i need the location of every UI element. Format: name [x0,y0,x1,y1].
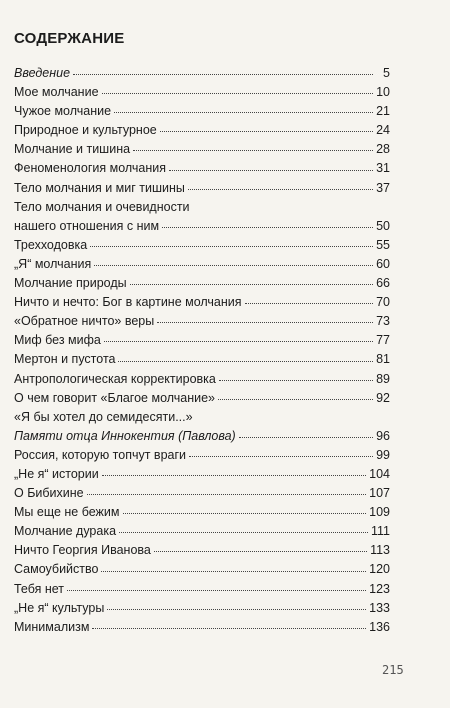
toc-entry-page: 28 [376,142,390,157]
toc-entry-page: 99 [376,447,390,462]
toc-entry-row [14,274,390,293]
toc-entry [14,370,390,389]
dot-leader [123,512,367,514]
dot-leader [90,245,373,247]
toc-entry [14,389,390,408]
toc-entry-title: Минимализм [14,619,90,634]
dot-leader [154,550,367,552]
toc-entry-page: 81 [376,352,390,367]
dot-leader [67,589,366,591]
toc-entry-title: Мы еще не бежим [14,505,120,520]
toc-entry-row [14,484,390,503]
dot-leader [119,531,368,533]
toc-entry-title: Трехходовка [14,237,88,252]
toc-entry-title: Мертон и пустота [14,352,116,367]
toc-entry-title: Феноменология молчания [14,161,167,176]
dot-leader [133,149,373,151]
table-of-contents [14,64,390,637]
dot-leader [239,436,373,438]
toc-entry [14,331,390,350]
toc-entry-page: 109 [369,505,390,520]
toc-entry [14,580,390,599]
dot-leader [94,264,373,266]
toc-entry [14,560,390,579]
toc-entry-title: Тело молчания и очевидности [14,199,190,214]
toc-entry-row [14,217,390,236]
dot-leader [73,73,373,75]
toc-entry-title: О чем говорит «Благое молчание» [14,390,216,405]
toc-entry-title-continued: нашего отношения с ним [14,218,160,233]
dot-leader [92,627,366,629]
dot-leader [104,340,373,342]
toc-entry-row [14,159,390,178]
toc-entry [14,618,390,637]
toc-entry-title: Антропологическая корректировка [14,371,216,386]
toc-entry [14,599,390,618]
toc-entry-page: 50 [376,218,390,233]
toc-entry-page: 5 [383,66,390,80]
toc-entry-title: Молчание природы [14,276,127,291]
toc-entry [14,293,390,312]
toc-entry [14,465,390,484]
toc-entry-title: Миф без мифа [14,333,101,348]
toc-entry-page: 136 [369,619,390,634]
dot-leader [188,188,373,190]
toc-entry-page: 10 [376,85,390,100]
toc-entry-row [14,179,390,198]
toc-entry [14,140,390,159]
toc-entry-page: 92 [376,390,390,405]
toc-entry [14,64,390,83]
dot-leader [102,474,366,476]
dot-leader [169,169,373,171]
dot-leader [160,130,373,132]
dot-leader [245,302,373,304]
toc-entry-page: 89 [376,371,390,386]
dot-leader [130,283,373,285]
toc-entry [14,102,390,121]
toc-entry-title: Чужое молчание [14,104,112,119]
toc-entry-page: 111 [370,524,390,539]
toc-entry-page: 21 [376,104,390,119]
dot-leader [107,608,366,610]
toc-entry-row [14,350,390,369]
toc-entry-row [14,121,390,140]
toc-entry [14,408,390,446]
toc-entry-page: 70 [376,295,390,310]
toc-entry-page: 96 [376,428,390,443]
toc-entry [14,159,390,178]
toc-entry-row [14,446,390,465]
toc-entry-title: Тебя нет [14,581,65,596]
dot-leader [219,379,373,381]
toc-entry-title: Тело молчания и миг тишины [14,180,185,195]
toc-entry-row [14,580,390,599]
toc-entry-row [14,427,390,446]
toc-entry-title: Молчание и тишина [14,142,131,157]
toc-entry-row [14,503,390,522]
toc-entry [14,350,390,369]
dot-leader [114,111,373,113]
toc-entry-title: Мое молчание [14,85,99,100]
toc-entry-title: „Я“ молчания [14,256,92,271]
toc-entry-page: 133 [369,600,390,615]
toc-entry-row [14,522,390,541]
toc-entry-page: 37 [376,180,390,195]
toc-entry [14,255,390,274]
dot-leader [87,493,367,495]
toc-entry-title: Природное и культурное [14,123,157,138]
toc-entry [14,446,390,465]
toc-entry [14,522,390,541]
toc-entry-title-continued: Памяти отца Иннокентия (Павлова) [14,428,236,443]
toc-entry-page: 66 [376,276,390,291]
toc-entry-row [14,465,390,484]
toc-entry-row [14,255,390,274]
toc-entry-row [14,102,390,121]
toc-entry-title: Самоубийство [14,562,99,577]
dot-leader [162,226,373,228]
toc-entry-page: 55 [376,237,390,252]
toc-entry-page: 60 [376,256,390,271]
toc-entry-title: О Бибихине [14,486,84,501]
toc-entry-title: Молчание дурака [14,524,117,539]
toc-entry-title: «Обратное ничто» веры [14,314,155,329]
toc-entry-page: 31 [376,161,390,176]
toc-entry-page: 104 [369,466,390,481]
toc-entry-row [14,370,390,389]
toc-entry-row [14,618,390,637]
dot-leader [102,92,373,94]
toc-entry [14,274,390,293]
toc-entry-row [14,560,390,579]
toc-entry-title: „Не я“ истории [14,466,99,481]
toc-entry [14,484,390,503]
toc-entry-page: 113 [370,543,390,558]
toc-entry-title: Ничто Георгия Иванова [14,543,151,558]
toc-entry-title: Введение [14,66,71,80]
toc-entry-row [14,64,390,83]
toc-entry [14,503,390,522]
toc-entry-row [14,236,390,255]
toc-entry [14,541,390,560]
toc-entry [14,236,390,255]
dot-leader [118,360,373,362]
toc-entry-title: «Я бы хотел до семидесяти...» [14,409,193,424]
toc-entry-title: Россия, которую топчут враги [14,447,187,462]
dot-leader [218,398,373,400]
dot-leader [189,455,373,457]
toc-entry-row [14,140,390,159]
toc-entry-page: 24 [376,123,390,138]
toc-entry [14,198,390,236]
toc-entry-page: 120 [369,562,390,577]
toc-entry-title: „Не я“ культуры [14,600,105,615]
toc-entry-row [14,541,390,560]
toc-entry-page: 73 [376,314,390,329]
toc-entry-row [14,599,390,618]
toc-entry-row [14,293,390,312]
toc-entry-page: 77 [376,333,390,348]
toc-entry-page: 107 [369,486,390,501]
toc-entry [14,179,390,198]
toc-entry-page: 123 [369,581,390,596]
page-title: СОДЕРЖАНИЕ [14,30,125,47]
toc-entry-title: Ничто и нечто: Бог в картине молчания [14,295,242,310]
page-number: 215 [382,663,404,677]
toc-entry-row [14,389,390,408]
toc-entry [14,121,390,140]
dot-leader [157,321,373,323]
dot-leader [101,570,366,572]
toc-entry [14,312,390,331]
toc-entry-row [14,331,390,350]
toc-entry-row [14,312,390,331]
toc-entry-row [14,83,390,102]
toc-entry [14,83,390,102]
